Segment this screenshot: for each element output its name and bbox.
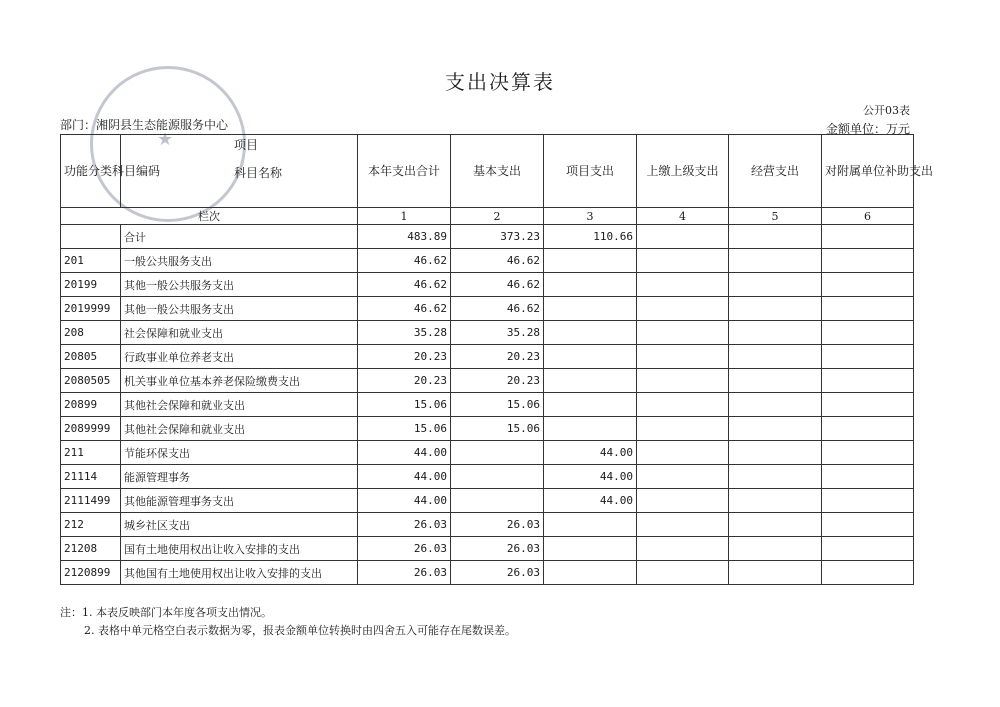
header-func-code-label: 功能分类科目编码 [64,164,161,178]
table-row [61,537,914,561]
row-total: 20.23 [358,345,451,369]
row-operating [729,249,822,273]
row-upper [637,369,729,393]
page-title: 支出决算表 [445,70,555,94]
row-project: 44.00 [544,465,637,489]
row-project [544,537,637,561]
unit-label: 金额单位：万元 [825,122,910,136]
table-row [61,369,914,393]
row-basic: 15.06 [451,417,544,441]
table-row [61,225,914,249]
row-code: 20805 [61,345,121,369]
row-project: 44.00 [544,441,637,465]
row-code: 212 [61,513,121,537]
row-code: 21208 [61,537,121,561]
row-subsidy [822,489,914,513]
header-subject-name-label: 科目名称 [234,166,283,180]
row-upper [637,393,729,417]
table-row [61,393,914,417]
row-operating [729,465,822,489]
index-5: 5 [729,208,822,225]
row-operating [729,417,822,441]
row-upper [637,321,729,345]
row-subject-name: 其他国有土地使用权出让收入安排的支出 [121,561,358,585]
table-row [61,513,914,537]
row-project [544,369,637,393]
row-project [544,417,637,441]
row-subsidy [822,393,914,417]
row-basic: 373.23 [451,225,544,249]
index-label: 栏次 [61,208,358,225]
header-col6: 对附属单位补助支出 [822,135,914,208]
notes [60,604,516,640]
row-code: 2089999 [61,417,121,441]
row-code: 2019999 [61,297,121,321]
row-project [544,561,637,585]
row-operating [729,273,822,297]
row-subsidy [822,369,914,393]
row-subject-name: 其他社会保障和就业支出 [121,393,358,417]
row-subsidy [822,441,914,465]
row-subject-name: 其他社会保障和就业支出 [121,417,358,441]
row-project [544,273,637,297]
row-code: 21114 [61,465,121,489]
row-basic: 46.62 [451,297,544,321]
row-total: 44.00 [358,441,451,465]
row-subsidy [822,297,914,321]
row-basic: 35.28 [451,321,544,345]
row-project [544,297,637,321]
row-project: 110.66 [544,225,637,249]
row-subject-name: 国有土地使用权出让收入安排的支出 [121,537,358,561]
row-code: 20899 [61,393,121,417]
header-row [61,135,914,208]
note-1: 注：1. 本表反映部门本年度各项支出情况。 [60,606,272,619]
row-basic: 26.03 [451,513,544,537]
row-code: 20199 [61,273,121,297]
row-upper [637,297,729,321]
row-total: 20.23 [358,369,451,393]
row-subject-name: 其他一般公共服务支出 [121,297,358,321]
row-operating [729,537,822,561]
row-subject-name: 一般公共服务支出 [121,249,358,273]
table-row [61,465,914,489]
row-subsidy [822,273,914,297]
header-col5: 经营支出 [729,135,822,208]
header-col3: 项目支出 [544,135,637,208]
table-row [61,489,914,513]
row-subsidy [822,225,914,249]
row-upper [637,537,729,561]
row-subject-name: 节能环保支出 [121,441,358,465]
table-row [61,345,914,369]
row-total: 15.06 [358,393,451,417]
row-upper [637,225,729,249]
row-upper [637,249,729,273]
row-project [544,513,637,537]
index-row [61,208,914,225]
row-code: 2111499 [61,489,121,513]
form-number: 公开03表 [863,104,910,117]
row-total: 26.03 [358,513,451,537]
row-subject-name: 行政事业单位养老支出 [121,345,358,369]
row-operating [729,225,822,249]
index-4: 4 [637,208,729,225]
row-subject-name: 合计 [121,225,358,249]
index-6: 6 [822,208,914,225]
row-subject-name: 机关事业单位基本养老保险缴费支出 [121,369,358,393]
row-upper [637,465,729,489]
row-operating [729,441,822,465]
row-code [61,225,121,249]
row-subject-name: 城乡社区支出 [121,513,358,537]
table-row [61,273,914,297]
row-total: 46.62 [358,273,451,297]
table-row [61,321,914,345]
row-code: 2120899 [61,561,121,585]
row-upper [637,489,729,513]
row-basic [451,489,544,513]
row-basic: 20.23 [451,369,544,393]
row-subject-name: 社会保障和就业支出 [121,321,358,345]
row-basic: 26.03 [451,537,544,561]
table-row [61,441,914,465]
header-col2: 基本支出 [451,135,544,208]
row-subsidy [822,537,914,561]
row-upper [637,513,729,537]
row-upper [637,441,729,465]
row-project [544,393,637,417]
header-subject [121,135,358,208]
row-subject-name: 其他一般公共服务支出 [121,273,358,297]
row-total: 15.06 [358,417,451,441]
row-operating [729,321,822,345]
index-2: 2 [451,208,544,225]
row-operating [729,369,822,393]
row-total: 44.00 [358,465,451,489]
department-label: 部门：湘阴县生态能源服务中心 [60,118,229,132]
row-total: 26.03 [358,537,451,561]
header-item-label: 项目 [234,138,259,152]
table-row [61,417,914,441]
row-upper [637,561,729,585]
row-project [544,321,637,345]
row-subsidy [822,561,914,585]
row-basic [451,465,544,489]
row-project [544,249,637,273]
row-subsidy [822,321,914,345]
row-total: 44.00 [358,489,451,513]
row-total: 35.28 [358,321,451,345]
index-1: 1 [358,208,451,225]
row-operating [729,561,822,585]
seal-star-icon: ★ [157,129,174,150]
note-2: 2. 表格中单元格空白表示数据为零，报表金额单位转换时由四舍五入可能存在尾数误差。 [84,624,516,637]
row-basic: 46.62 [451,273,544,297]
row-basic: 15.06 [451,393,544,417]
row-operating [729,489,822,513]
index-3: 3 [544,208,637,225]
row-basic: 26.03 [451,561,544,585]
row-subsidy [822,249,914,273]
table-row [61,297,914,321]
row-subsidy [822,345,914,369]
header-col4: 上缴上级支出 [637,135,729,208]
table-body [61,225,914,585]
row-basic: 46.62 [451,249,544,273]
row-operating [729,513,822,537]
expenditure-table [60,134,934,585]
row-upper [637,417,729,441]
row-basic: 20.23 [451,345,544,369]
row-code: 208 [61,321,121,345]
row-project [544,345,637,369]
row-subsidy [822,513,914,537]
row-total: 46.62 [358,249,451,273]
row-total: 46.62 [358,297,451,321]
row-code: 2080505 [61,369,121,393]
row-total: 26.03 [358,561,451,585]
row-subject-name: 能源管理事务 [121,465,358,489]
row-subsidy [822,465,914,489]
row-operating [729,345,822,369]
row-code: 211 [61,441,121,465]
table-row [61,561,914,585]
row-subsidy [822,417,914,441]
header-col1: 本年支出合计 [358,135,451,208]
row-code: 201 [61,249,121,273]
row-total: 483.89 [358,225,451,249]
row-upper [637,345,729,369]
table-row [61,249,914,273]
row-upper [637,273,729,297]
row-operating [729,393,822,417]
row-project: 44.00 [544,489,637,513]
row-operating [729,297,822,321]
row-subject-name: 其他能源管理事务支出 [121,489,358,513]
row-basic [451,441,544,465]
header-func-code [61,135,161,208]
